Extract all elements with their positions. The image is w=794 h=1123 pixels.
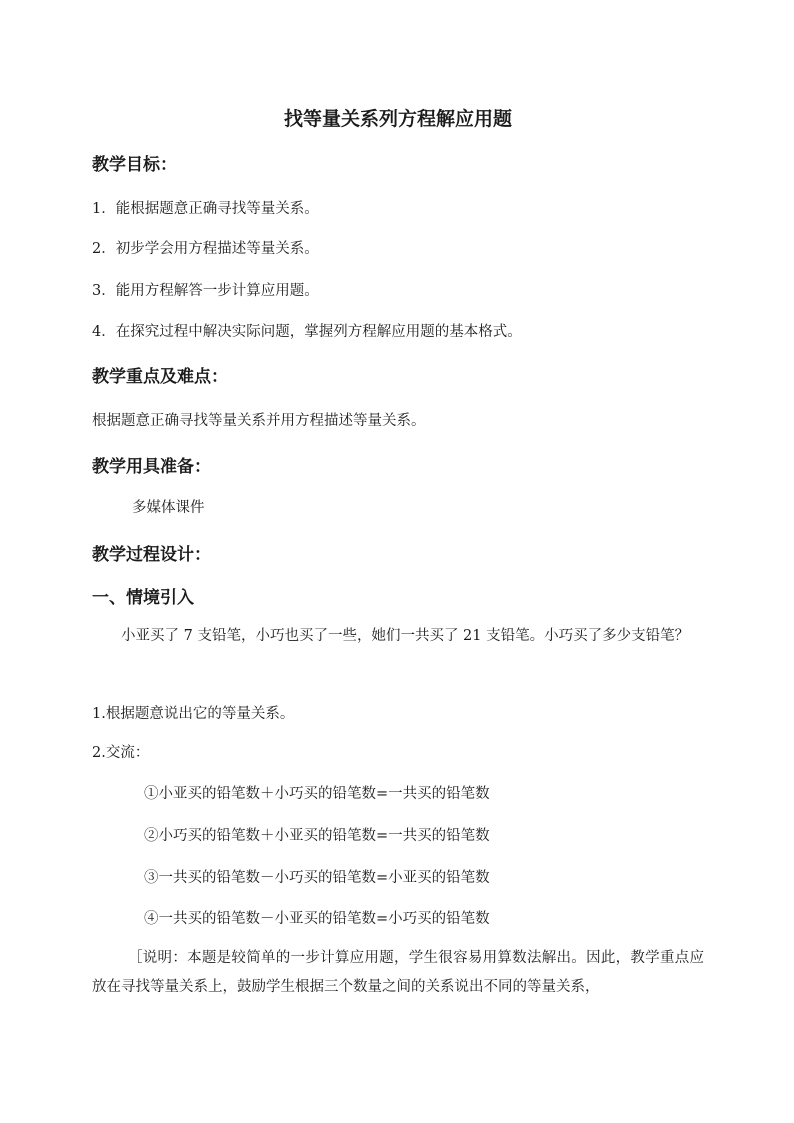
process-heading: 教学过程设计： bbox=[92, 545, 211, 565]
objective-item-3: 3．能用方程解答一步计算应用题。 bbox=[92, 283, 319, 299]
section-1-heading: 一、情境引入 bbox=[92, 588, 194, 608]
key-points-text: 根据题意正确寻找等量关系并用方程描述等量关系。 bbox=[92, 413, 426, 429]
relation-3: ③一共买的铅笔数－小巧买的铅笔数=小亚买的铅笔数 bbox=[144, 870, 490, 886]
relation-1: ①小亚买的铅笔数＋小巧买的铅笔数=一共买的铅笔数 bbox=[144, 786, 490, 802]
objective-item-2: 2．初步学会用方程描述等量关系。 bbox=[92, 241, 319, 257]
step-2: 2.交流： bbox=[92, 745, 150, 761]
tools-text: 多媒体课件 bbox=[132, 500, 205, 516]
step-1: 1.根据题意说出它的等量关系。 bbox=[92, 706, 295, 722]
tools-heading: 教学用具准备： bbox=[92, 457, 211, 477]
teaching-note: ［说明：本题是较简单的一步计算应用题，学生很容易用算数法解出。因此，教学重点应放在寻找等量关系上，鼓励学生根据三个数量之间的关系说出不同的等量关系， bbox=[92, 950, 704, 995]
relation-2: ②小巧买的铅笔数＋小亚买的铅笔数=一共买的铅笔数 bbox=[144, 828, 490, 844]
objectives-heading: 教学目标： bbox=[92, 155, 177, 175]
objective-item-1: 1．能根据题意正确寻找等量关系。 bbox=[92, 201, 319, 217]
problem-text: 小亚买了 7 支铅笔，小巧也买了一些，她们一共买了 21 支铅笔。小巧买了多少支铅笔？ bbox=[121, 628, 690, 644]
key-points-heading: 教学重点及难点： bbox=[92, 367, 228, 387]
document-title: 找等量关系列方程解应用题 bbox=[283, 108, 512, 130]
relation-4: ④一共买的铅笔数－小亚买的铅笔数=小巧买的铅笔数 bbox=[144, 911, 490, 927]
objective-item-4: 4．在探究过程中解决实际问题，掌握列方程解应用题的基本格式。 bbox=[92, 324, 522, 340]
